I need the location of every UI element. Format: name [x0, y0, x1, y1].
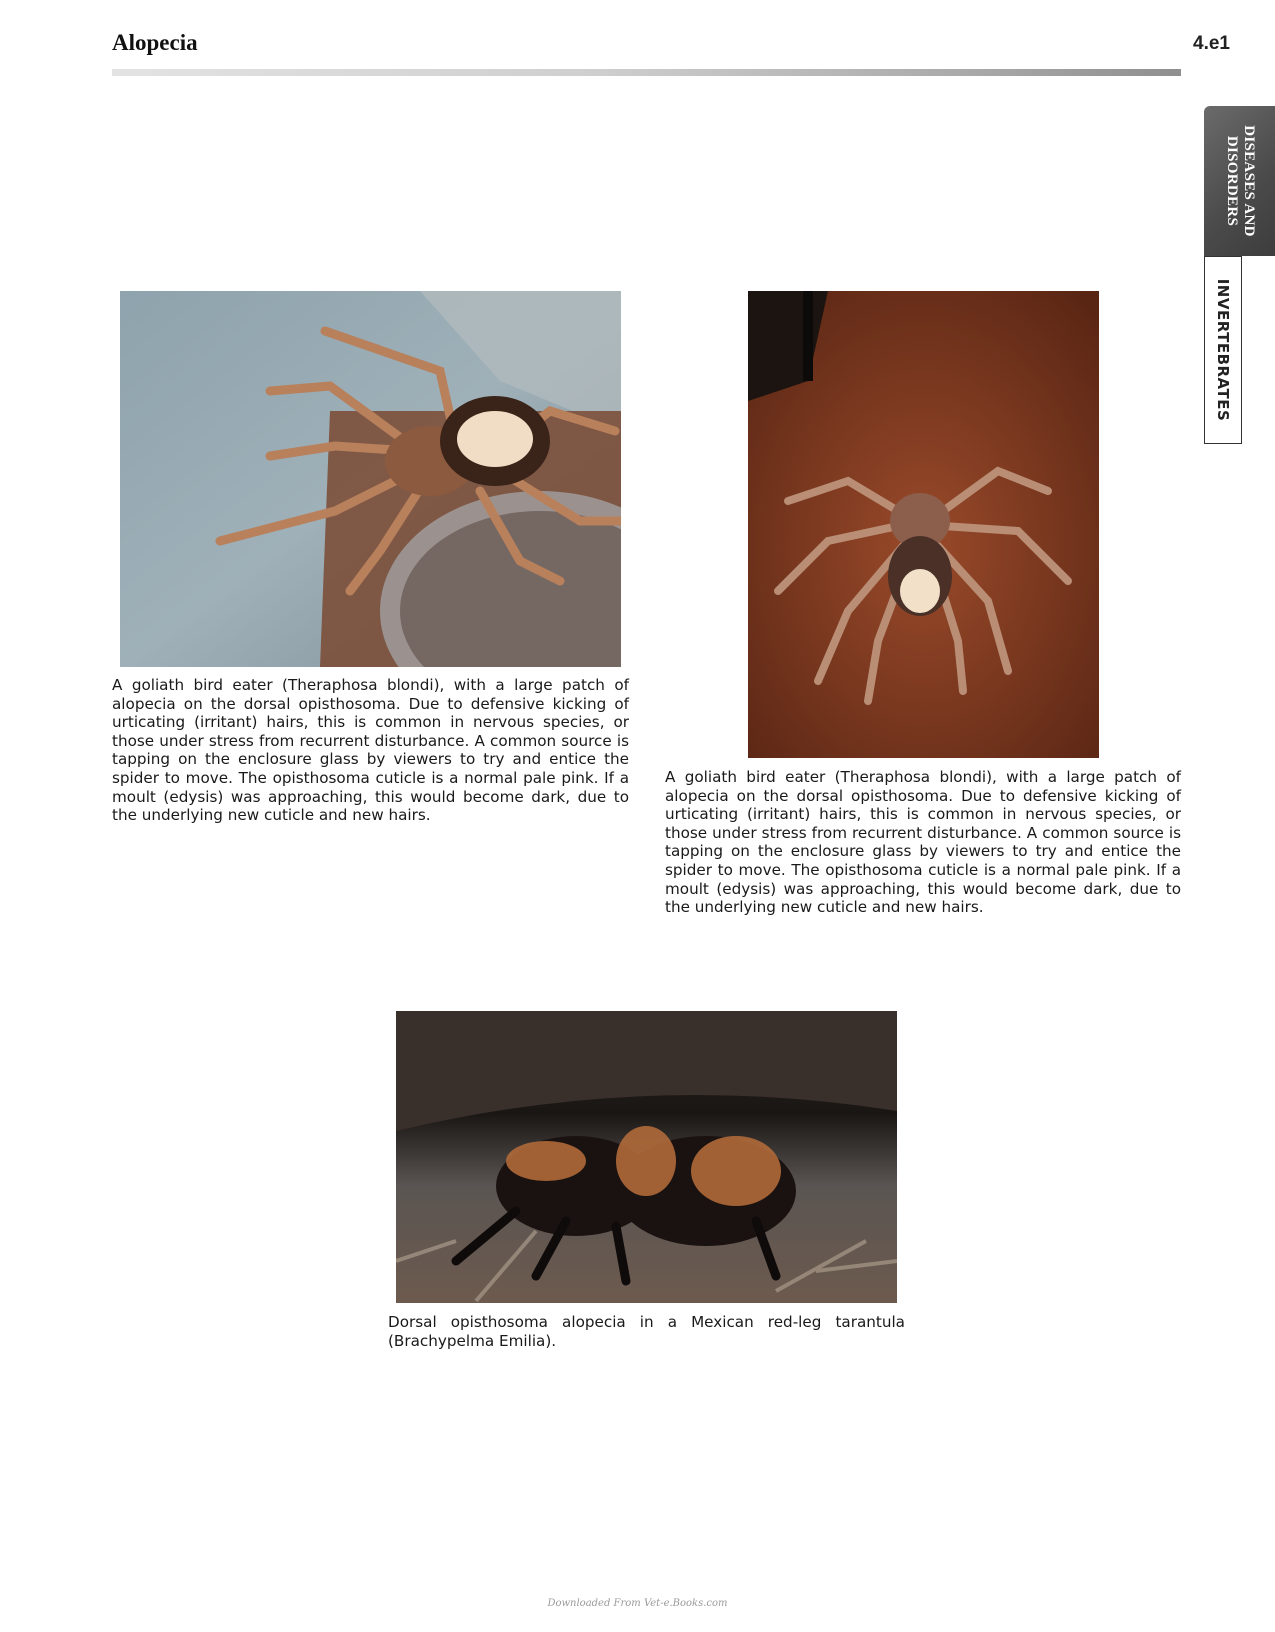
chapter-tab-label: INVERTEBRATES [1214, 278, 1232, 422]
figure-caption-1: A goliath bird eater (Theraphosa blondi), with a large patch of alopecia on the dorsal opisthosoma. Due to defensive kicking of urticating (irritant) hairs, this is common in nervous species, or those under stress from recurrent disturbance. A common source is tapping on the enclosure glass by viewers to try and entice the spider to move. The opisthosoma cuticle is a normal pale pink. If a moult (edysis) was approaching, this would become dark, due to the underlying new cuticle and new hairs. [112, 676, 629, 825]
header-rule [112, 69, 1181, 76]
figure-photo-goliath-bird-eater-2 [748, 291, 1099, 758]
page-title: Alopecia [112, 30, 198, 55]
figure-photo-mexican-red-leg-tarantula [396, 1011, 897, 1303]
section-tab-label: DISEASES AND DISORDERS [1223, 125, 1257, 237]
download-watermark: Downloaded From Vet-e.Books.com [547, 1598, 728, 1609]
figure-caption-2: A goliath bird eater (Theraphosa blondi), with a large patch of alopecia on the dorsal opisthosoma. Due to defensive kicking of urticating (irritant) hairs, this is common in nervous species, or those under stress from recurrent disturbance. A common source is tapping on the enclosure glass by viewers to try and entice the spider to move. The opisthosoma cuticle is a normal pale pink. If a moult (edysis) was approaching, this would become dark, due to the underlying new cuticle and new hairs. [665, 768, 1181, 917]
figure-photo-goliath-bird-eater-1 [120, 291, 621, 667]
section-tab [1204, 106, 1275, 256]
figure-caption-3: Dorsal opisthosoma alopecia in a Mexican red-leg tarantula (Brachypelma Emilia). [388, 1313, 905, 1350]
chapter-tab [1204, 256, 1242, 444]
page-number: 4.e1 [1193, 33, 1230, 54]
